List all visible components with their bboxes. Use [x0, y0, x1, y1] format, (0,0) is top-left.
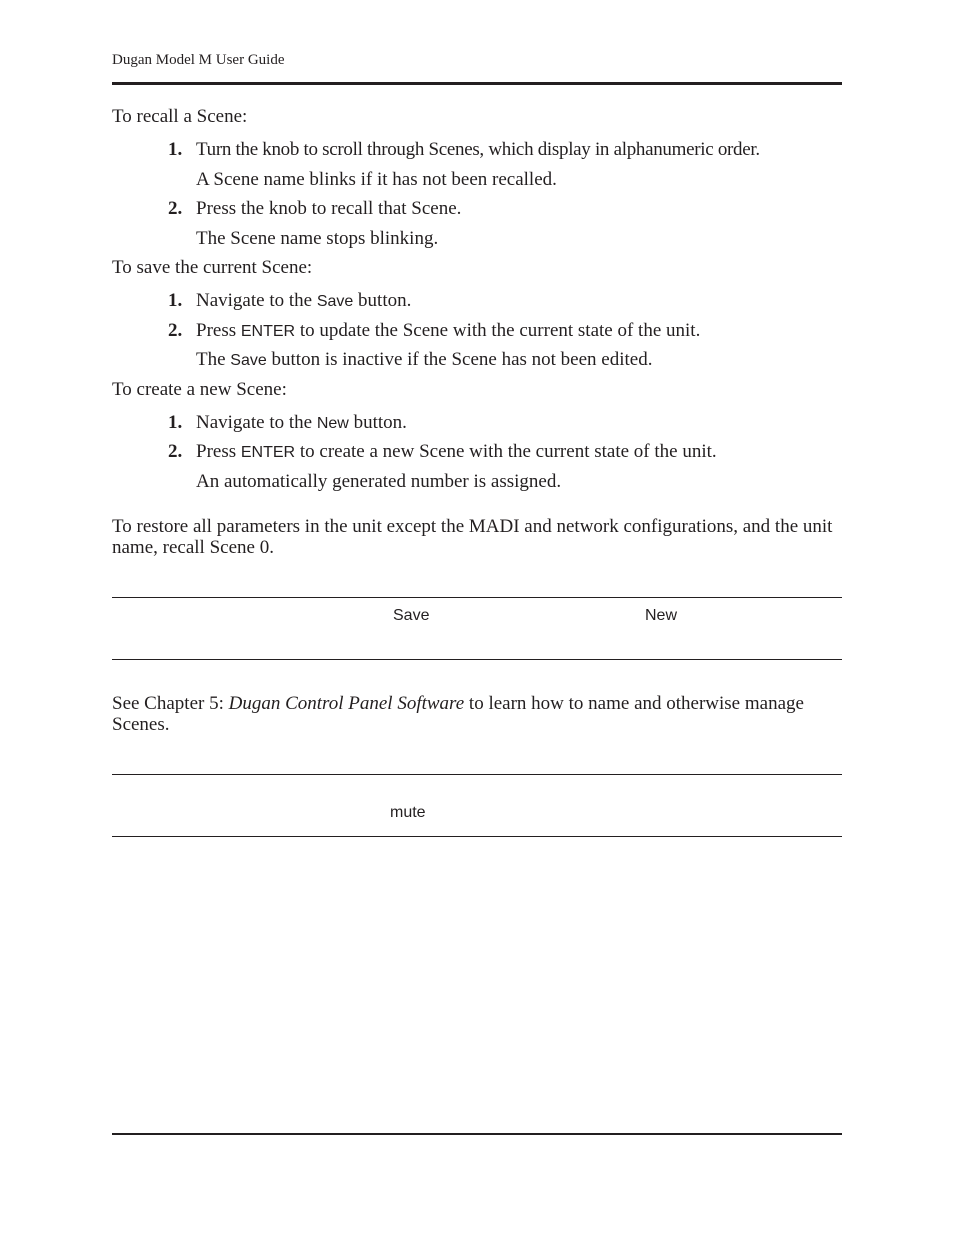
recall-step-1-result: A Scene name blinks if it has not been recalled. [196, 169, 557, 190]
save-button-ref: Save [316, 293, 354, 310]
result-text: button is inactive if the Scene has not been edited. [266, 349, 653, 370]
note-bottom-rule [112, 659, 842, 660]
step-text: button. [353, 290, 412, 311]
step-text: to create a new Scene with the current state of the unit. [295, 441, 717, 462]
enter-key-ref: ENTER [240, 323, 296, 340]
footer-rule [112, 1133, 842, 1135]
save-step-1 [168, 290, 411, 312]
step-number: 1. [168, 412, 183, 433]
new-button-ref: New [316, 415, 349, 432]
save-intro: To save the current Scene: [112, 257, 313, 278]
step-number: 2. [168, 320, 183, 341]
step-text: Turn the knob to scroll through Scenes, which display in alphanumeric order. [196, 139, 760, 160]
enter-key-ref: ENTER [240, 444, 296, 461]
header-title: Dugan Model M User Guide [112, 52, 285, 68]
create-intro: To create a new Scene: [112, 379, 287, 400]
save-step-2-result [196, 349, 652, 371]
note-top-rule [112, 597, 842, 598]
paragraph-text: to learn how to name and otherwise manage Scenes. [112, 693, 804, 735]
note-top-rule [112, 774, 842, 775]
recall-step-2-result: The Scene name stops blinking. [196, 228, 439, 249]
see-chapter-paragraph [112, 693, 842, 735]
note-mute-label: mute [390, 804, 426, 821]
result-text: The [196, 349, 231, 370]
recall-step-2 [168, 198, 461, 220]
step-text: button. [348, 412, 407, 433]
step-number: 1. [168, 139, 183, 160]
step-text: Navigate to the [196, 290, 317, 311]
step-text: Press [196, 441, 241, 462]
recall-step-1 [168, 139, 760, 161]
create-step-1 [168, 412, 407, 434]
header-rule [112, 82, 842, 85]
paragraph-text: See Chapter 5: [112, 693, 229, 714]
step-number: 2. [168, 441, 183, 462]
step-number: 1. [168, 290, 183, 311]
step-text: Press [196, 320, 241, 341]
recall-intro: To recall a Scene: [112, 106, 248, 127]
restore-paragraph: To restore all parameters in the unit except the MADI and network configurations, and the unit name, recall Scene 0. [112, 516, 833, 558]
step-number: 2. [168, 198, 183, 219]
step-text: Press the knob to recall that Scene. [196, 198, 462, 219]
create-step-2-result: An automatically generated number is assigned. [196, 471, 562, 492]
chapter-title: Dugan Control Panel Software [228, 693, 465, 714]
save-button-ref: Save [230, 352, 267, 369]
save-step-2 [168, 320, 700, 342]
step-text: Navigate to the [196, 412, 317, 433]
note-bottom-rule [112, 836, 842, 837]
step-text: to update the Scene with the current state of the unit. [295, 320, 701, 341]
create-step-2 [168, 441, 717, 463]
note-new-label: New [645, 607, 678, 624]
note-save-label: Save [393, 607, 430, 624]
